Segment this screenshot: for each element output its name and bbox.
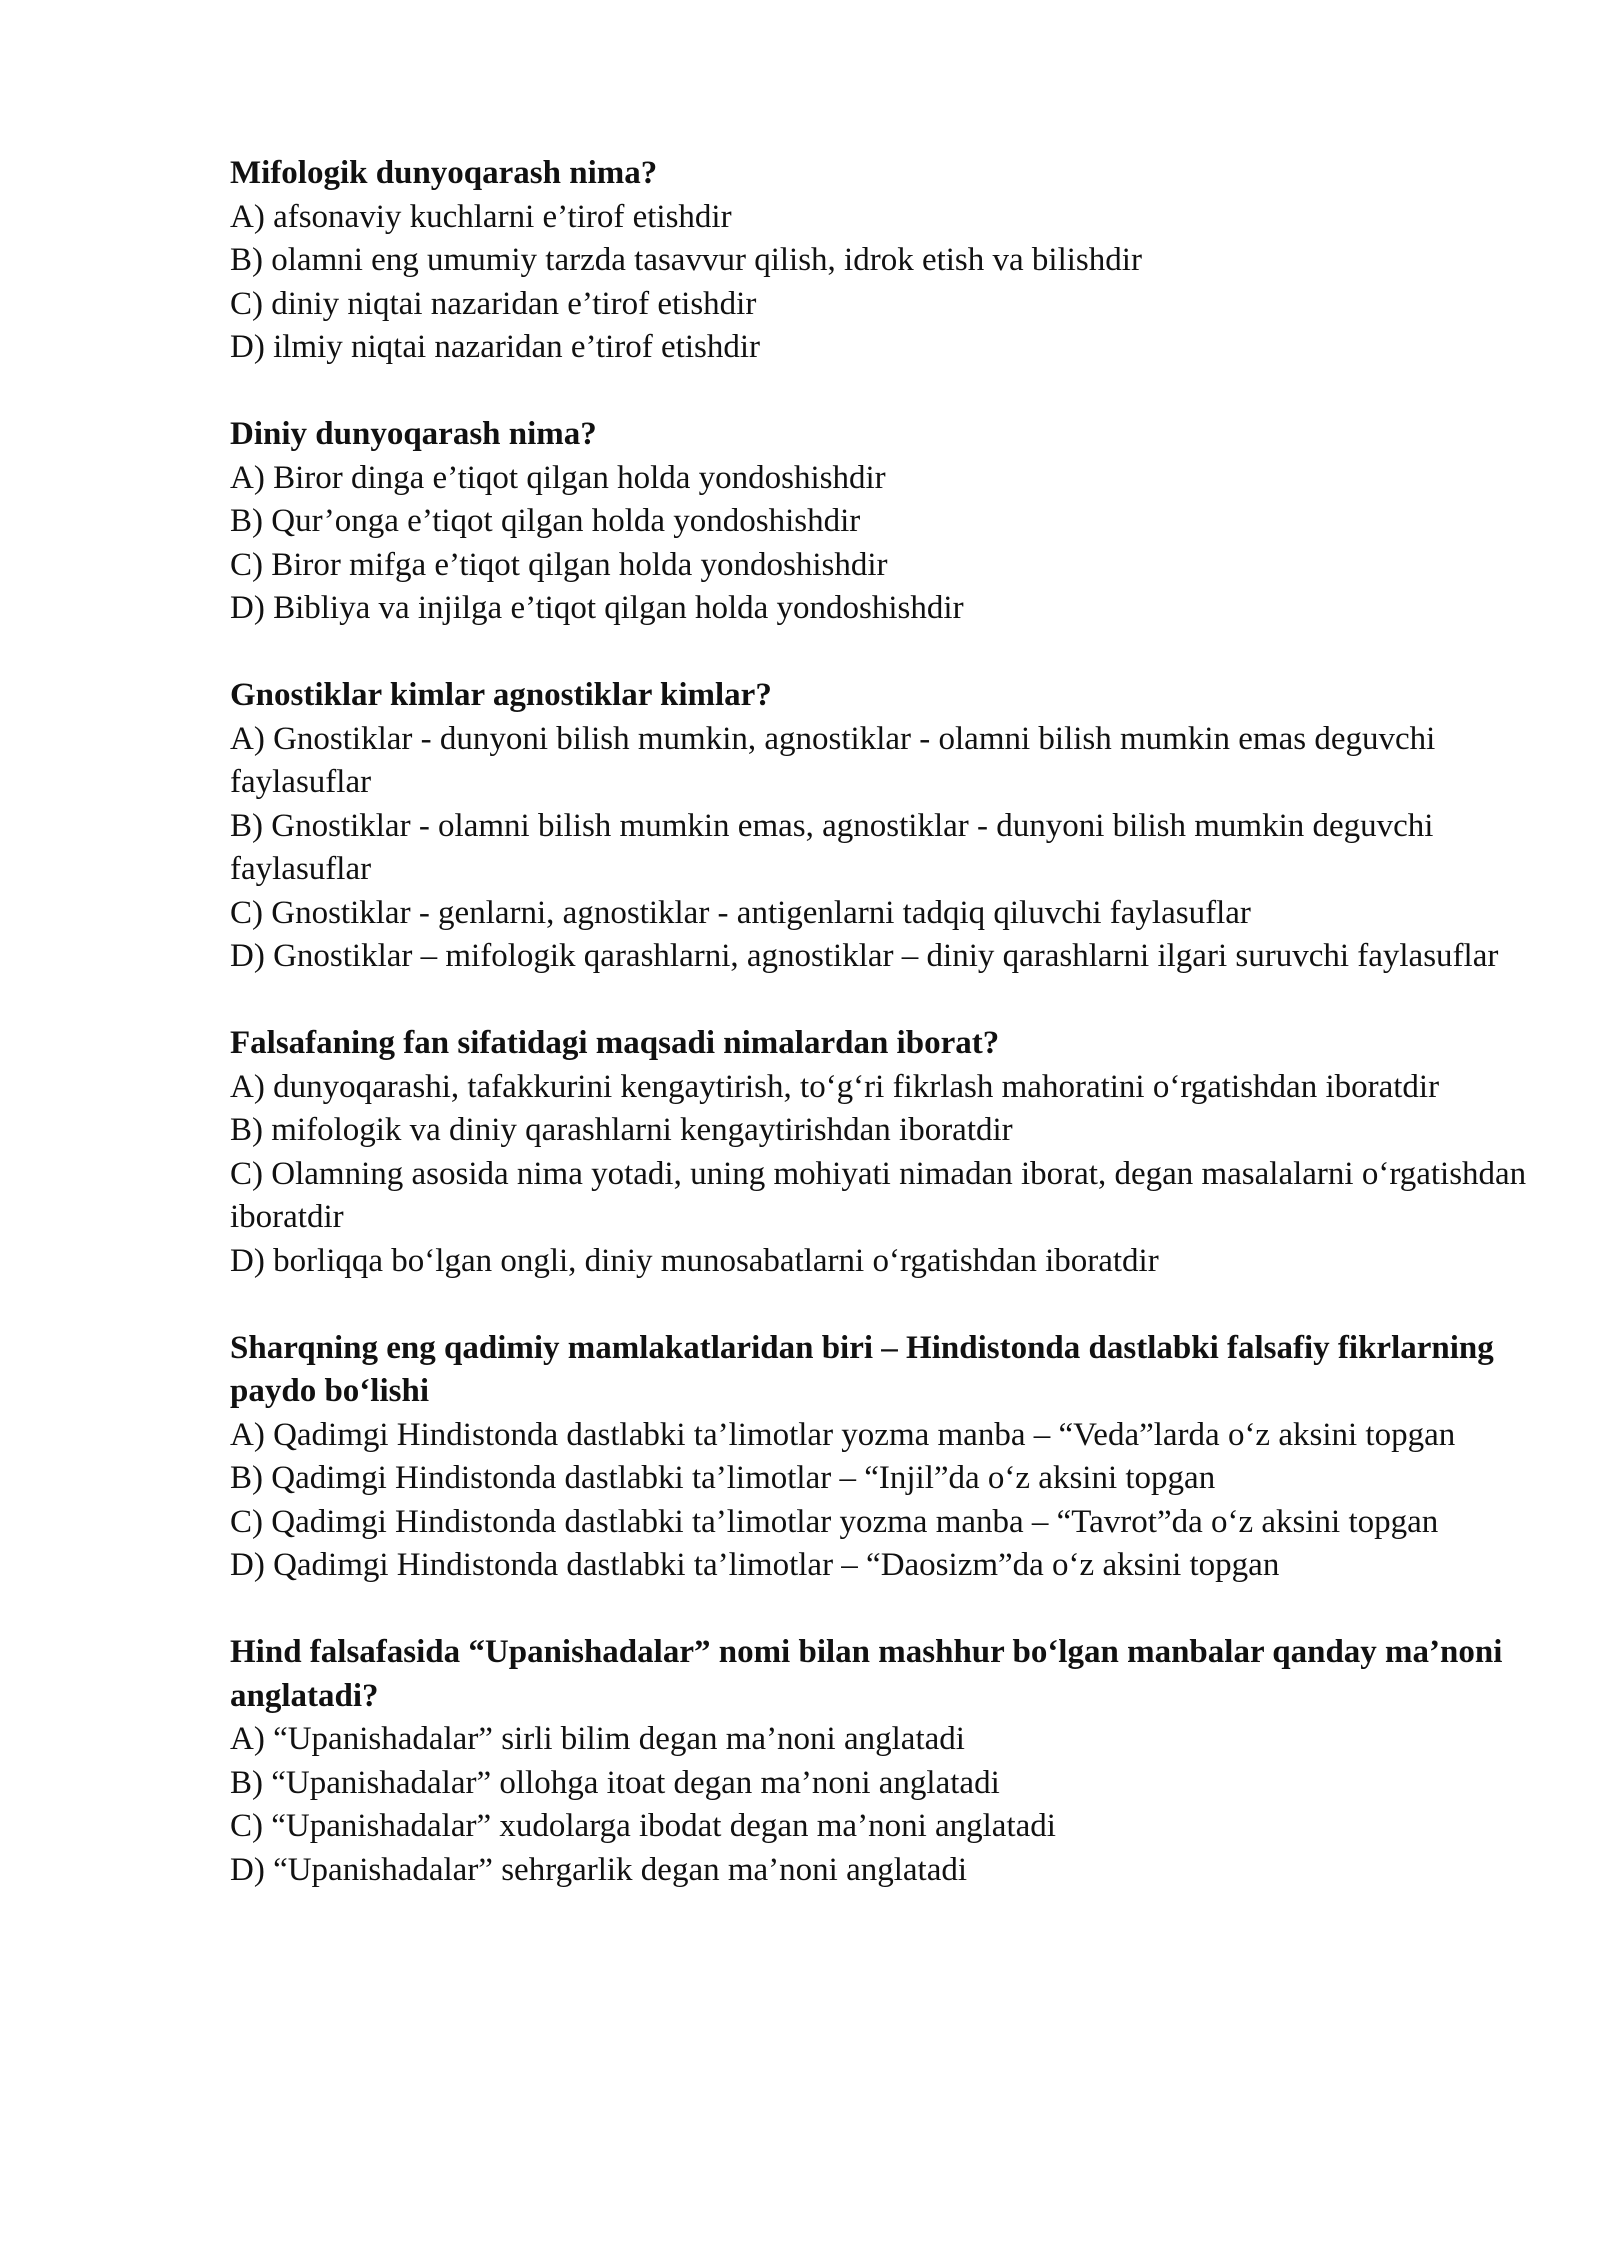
answer-option: D) borliqqa bo‘lgan ongli, diniy munosabatlarni o‘rgatishdan iboratdir — [230, 1242, 1159, 1279]
question-title: Gnostiklar kimlar agnostiklar kimlar? — [230, 677, 772, 713]
answer-option: C) Qadimgi Hindistonda dastlabki ta’limotlar yozma manba – “Tavrot”da o‘z aksini topgan — [230, 1503, 1439, 1540]
answer-option: D) Bibliya va injilga e’tiqot qilgan holda yondoshishdir — [230, 590, 964, 626]
question-title: Mifologik dunyoqarash nima? — [230, 155, 658, 191]
answer-option: B) olamni eng umumiy tarzda tasavvur qilish, idrok etish va bilishdir — [230, 242, 1142, 278]
answer-option: B) Gnostiklar - olamni bilish mumkin emas, agnostiklar - dunyoni bilish mumkin deguvchi faylasuflar — [230, 807, 1434, 887]
answer-option: C) “Upanishadalar” xudolarga ibodat degan ma’noni anglatadi — [230, 1808, 1056, 1844]
answer-option: A) afsonaviy kuchlarni e’tirof etishdir — [230, 198, 732, 235]
answer-option: A) Gnostiklar - dunyoni bilish mumkin, agnostiklar - olamni bilish mumkin emas deguvchi faylasuflar — [230, 720, 1436, 800]
answer-option: B) Qadimgi Hindistonda dastlabki ta’limotlar – “Injil”da o‘z aksini topgan — [230, 1460, 1216, 1496]
answer-option: A) “Upanishadalar” sirli bilim degan ma’noni anglatadi — [230, 1721, 965, 1757]
answer-option: D) Qadimgi Hindistonda dastlabki ta’limotlar – “Daosizm”da o‘z aksini topgan — [230, 1547, 1280, 1583]
question-title: Hind falsafasida “Upanishadalar” nomi bilan mashhur bo‘lgan manbalar qanday ma’noni anglatadi? — [230, 1634, 1503, 1714]
answer-option: B) Qur’onga e’tiqot qilgan holda yondoshishdir — [230, 503, 861, 539]
answer-option: C) diniy niqtai nazaridan e’tirof etishdir — [230, 285, 757, 322]
answer-option: D) Gnostiklar – mifologik qarashlarni, agnostiklar – diniy qarashlarni ilgari suruvchi faylasuflar — [230, 938, 1499, 974]
answer-option: B) “Upanishadalar” ollohga itoat degan ma’noni anglatadi — [230, 1764, 1000, 1801]
question-block — [230, 1631, 1530, 1892]
question-title: Sharqning eng qadimiy mamlakatlaridan biri – Hindistonda dastlabki falsafiy fikrlarning paydo bo‘lishi — [230, 1329, 1494, 1409]
question-block — [230, 152, 1530, 370]
question-block — [230, 413, 1530, 631]
answer-option: C) Biror mifga e’tiqot qilgan holda yondoshishdir — [230, 546, 888, 583]
question-title: Diniy dunyoqarash nima? — [230, 416, 597, 452]
answer-option: B) mifologik va diniy qarashlarni kengaytirishdan iboratdir — [230, 1112, 1013, 1148]
answer-option: A) Qadimgi Hindistonda dastlabki ta’limotlar yozma manba – “Veda”larda o‘z aksini topgan — [230, 1416, 1456, 1453]
question-block — [230, 674, 1530, 979]
answer-option: D) ilmiy niqtai nazaridan e’tirof etishdir — [230, 329, 760, 365]
document-page — [230, 152, 1530, 1936]
question-block — [230, 1327, 1530, 1588]
question-title: Falsafaning fan sifatidagi maqsadi nimalardan iborat? — [230, 1025, 1000, 1061]
question-block — [230, 1022, 1530, 1283]
answer-option: A) Biror dinga e’tiqot qilgan holda yondoshishdir — [230, 459, 886, 496]
answer-option: D) “Upanishadalar” sehrgarlik degan ma’noni anglatadi — [230, 1851, 968, 1888]
answer-option: A) dunyoqarashi, tafakkurini kengaytirish, to‘g‘ri fikrlash mahoratini o‘rgatishdan iboratdir — [230, 1068, 1440, 1105]
answer-option: C) Olamning asosida nima yotadi, uning mohiyati nimadan iborat, degan masalalarni o‘rgatishdan iboratdir — [230, 1155, 1527, 1235]
answer-option: C) Gnostiklar - genlarni, agnostiklar - antigenlarni tadqiq qiluvchi faylasuflar — [230, 894, 1251, 931]
